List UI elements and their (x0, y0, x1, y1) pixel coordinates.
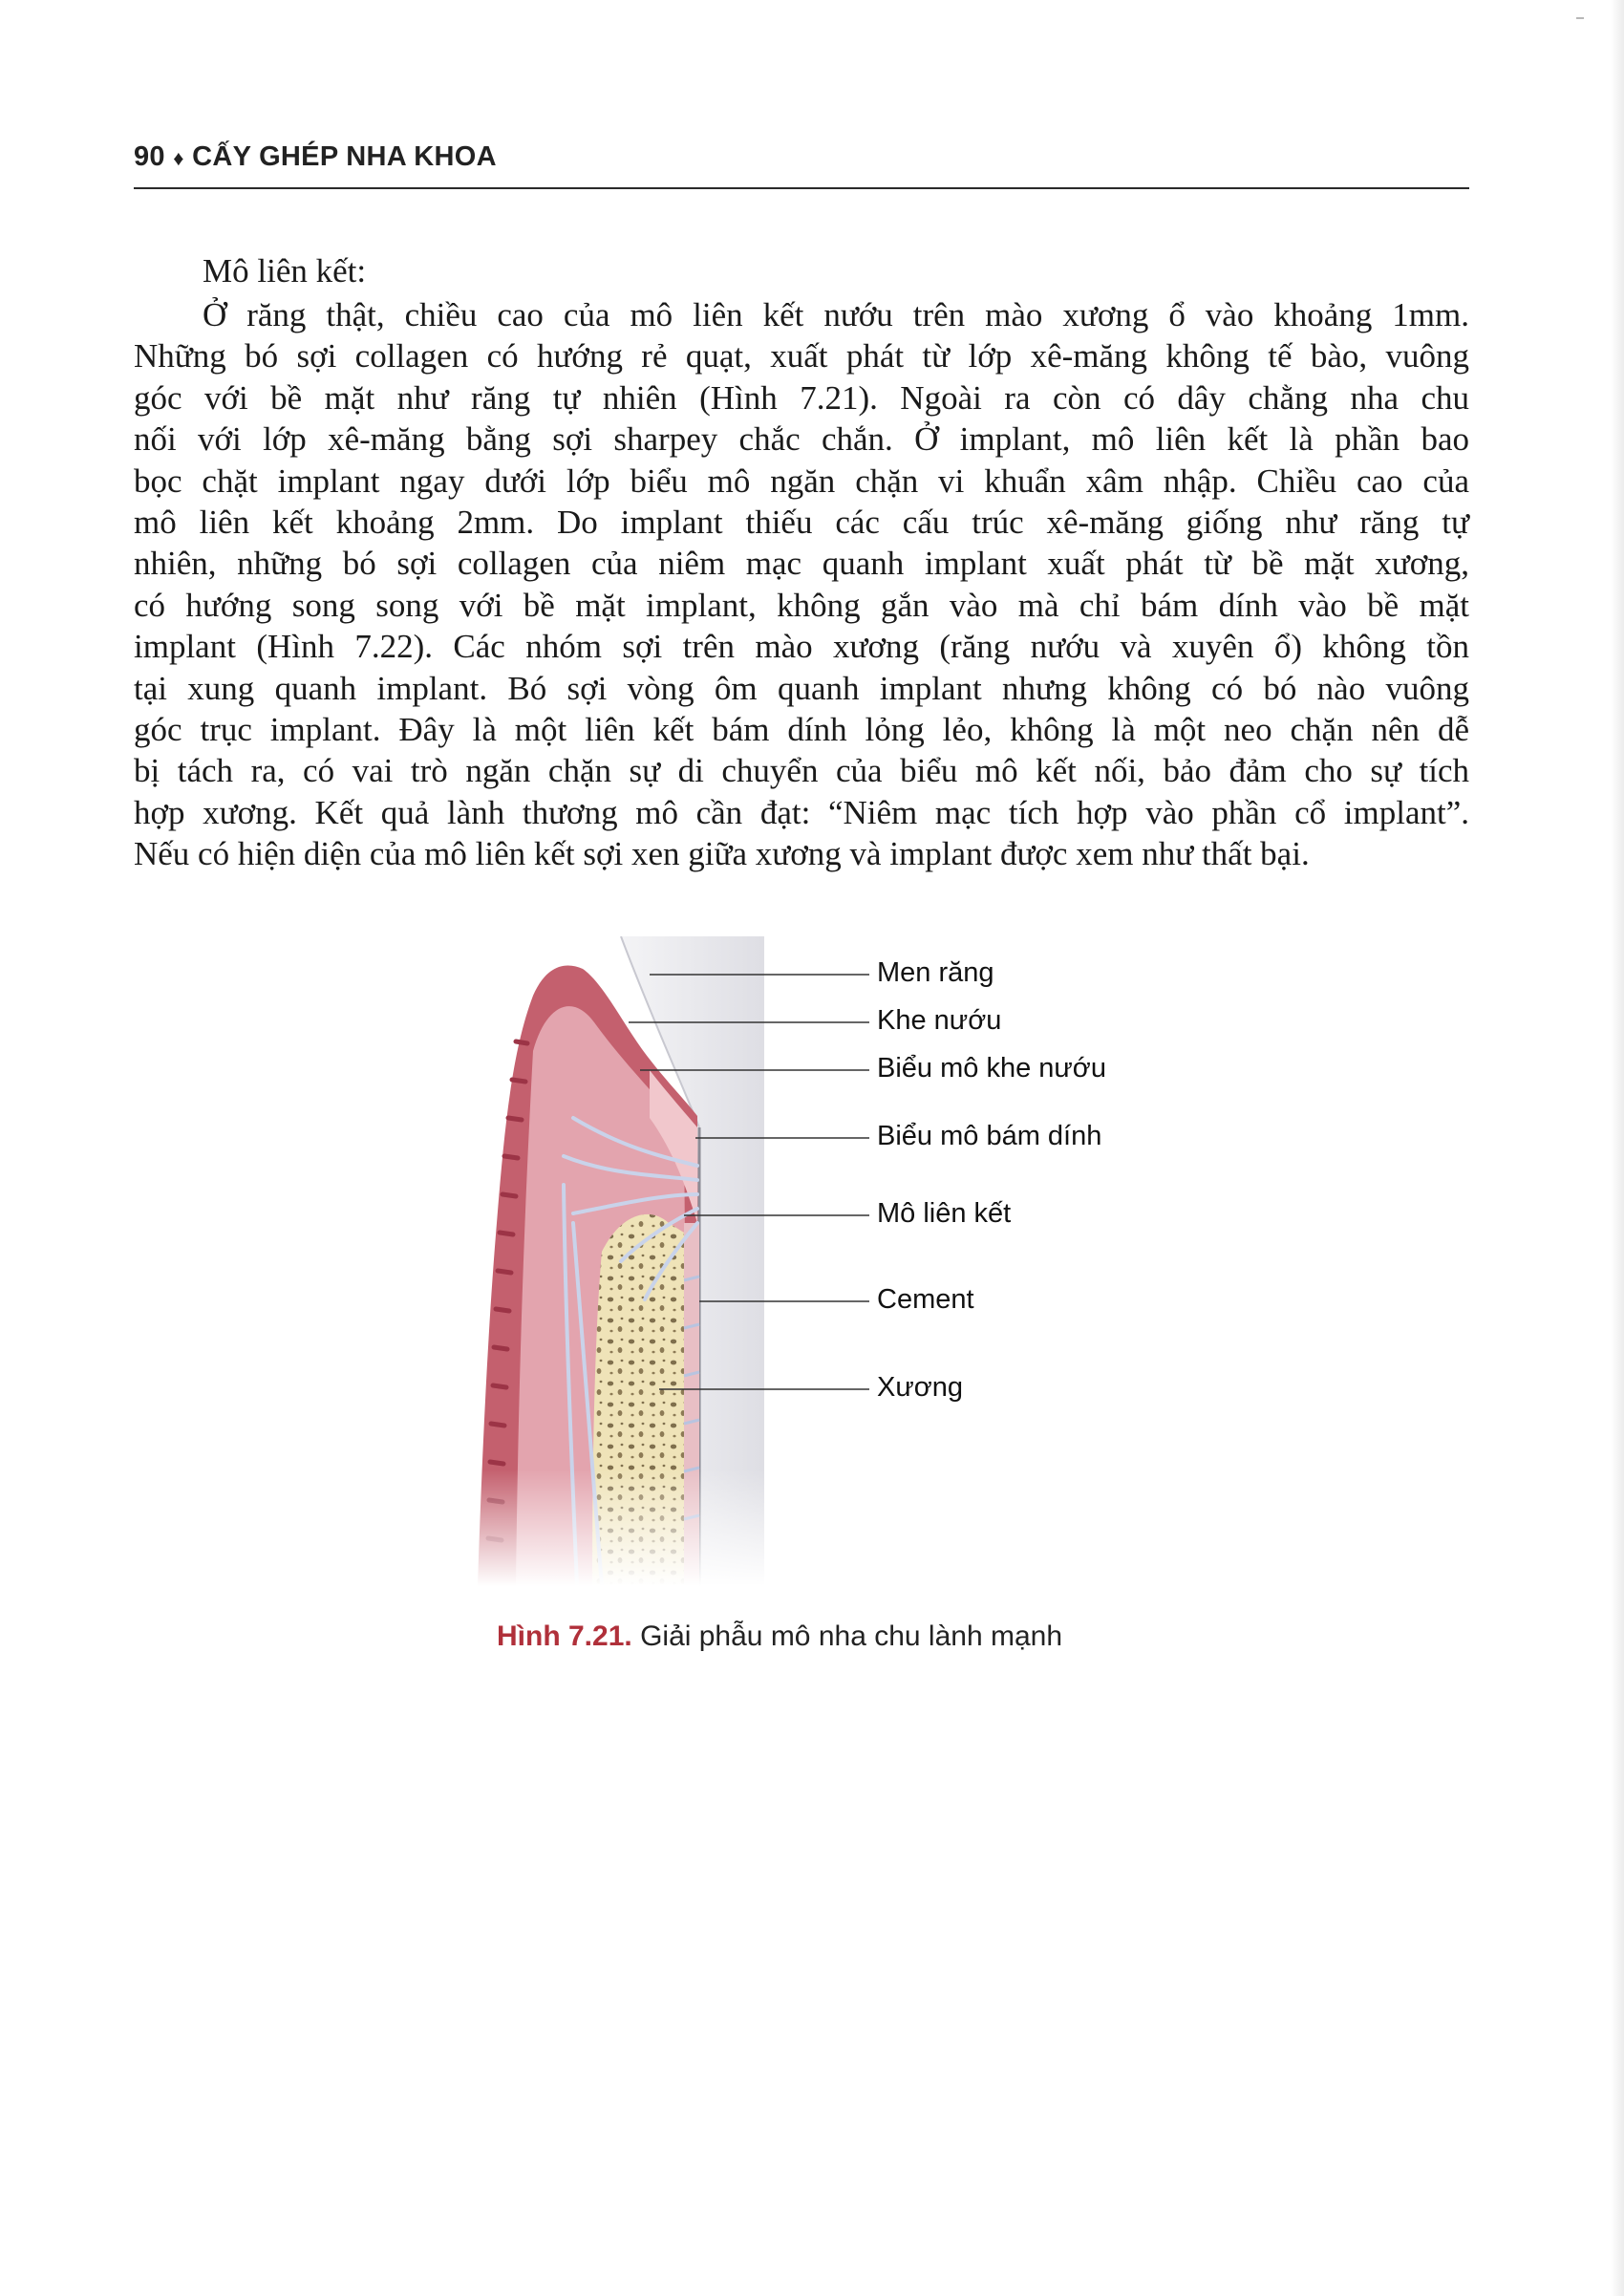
paragraph-line: implant (Hình 7.22). Các nhóm sợi trên mào xương (răng nướu và xuyên ổ) không tồn (134, 628, 1469, 666)
scan-mark (1576, 17, 1584, 19)
page-number: 90 (134, 141, 165, 172)
book-title: CẤY GHÉP NHA KHOA (192, 141, 497, 172)
figure-fade (459, 936, 774, 1586)
paragraph-line: góc trục implant. Đây là một liên kết bám dính lỏng lẻo, không là một neo chặn nên dễ (134, 711, 1469, 749)
paragraph-line: góc với bề mặt như răng tự nhiên (Hình 7.21). Ngoài ra còn có dây chằng nha chu (134, 378, 1469, 417)
header-rule (134, 187, 1469, 189)
label-junctional-epithelium: Biểu mô bám dính (877, 1121, 1102, 1151)
paragraph-line: mô liên kết khoảng 2mm. Do implant thiếu các cấu trúc xê-măng giống như răng tự (134, 504, 1469, 542)
label-gingival-sulcus: Khe nướu (877, 1005, 1002, 1036)
paragraph-line: tại xung quanh implant. Bó sợi vòng ôm quanh implant nhưng không có bó nào vuông (134, 669, 1469, 707)
paragraph-line: hợp xương. Kết quả lành thương mô cần đạt: “Niêm mạc tích hợp vào phần cổ implant”. (134, 793, 1469, 831)
figure-caption (497, 1620, 1062, 1653)
paragraph-line: bọc chặt implant ngay dưới lớp biểu mô ngăn chặn vi khuẩn xâm nhập. Chiều cao của (134, 461, 1469, 500)
periodontal-anatomy-figure (459, 936, 1185, 1586)
label-cementum: Cement (877, 1284, 974, 1315)
paragraph-line: Nếu có hiện diện của mô liên kết sợi xen giữa xương và implant được xem như thất bại. (134, 835, 1310, 873)
scan-edge-shadow (1611, 0, 1624, 2296)
paragraph-line: nhiên, những bó sợi collagen của niêm mạc quanh implant xuất phát từ bề mặt xương, (134, 545, 1469, 583)
diamond-separator-icon: ♦ (173, 146, 184, 170)
section-title: Mô liên kết: (203, 252, 367, 290)
label-bone: Xương (877, 1372, 964, 1403)
paragraph-line: Ở răng thật, chiều cao của mô liên kết nướu trên mào xương ổ vào khoảng 1mm. (203, 296, 1469, 333)
paragraph-line: Những bó sợi collagen có hướng rẻ quạt, xuất phát từ lớp xê-măng không tế bào, vuông (134, 337, 1469, 376)
periodontal-anatomy-illustration (459, 936, 1185, 1586)
label-sulcular-epithelium: Biểu mô khe nướu (877, 1053, 1106, 1084)
label-enamel: Men răng (877, 957, 994, 988)
paragraph-line: bị tách ra, có vai trò ngăn chặn sự di chuyển của biểu mô kết nối, bảo đảm cho sự tích (134, 752, 1469, 790)
paragraph-line: nối với lớp xê-măng bằng sợi sharpey chắc chắn. Ở implant, mô liên kết là phần bao (134, 420, 1469, 459)
figure-caption-text: Giải phẫu mô nha chu lành mạnh (640, 1620, 1063, 1652)
running-header (134, 141, 1469, 173)
paragraph-line: có hướng song song với bề mặt implant, không gắn vào mà chỉ bám dính vào bề mặt (134, 586, 1469, 624)
body-paragraph (134, 294, 1469, 875)
label-connective-tissue: Mô liên kết (877, 1198, 1012, 1229)
figure-number: Hình 7.21. (497, 1620, 632, 1652)
